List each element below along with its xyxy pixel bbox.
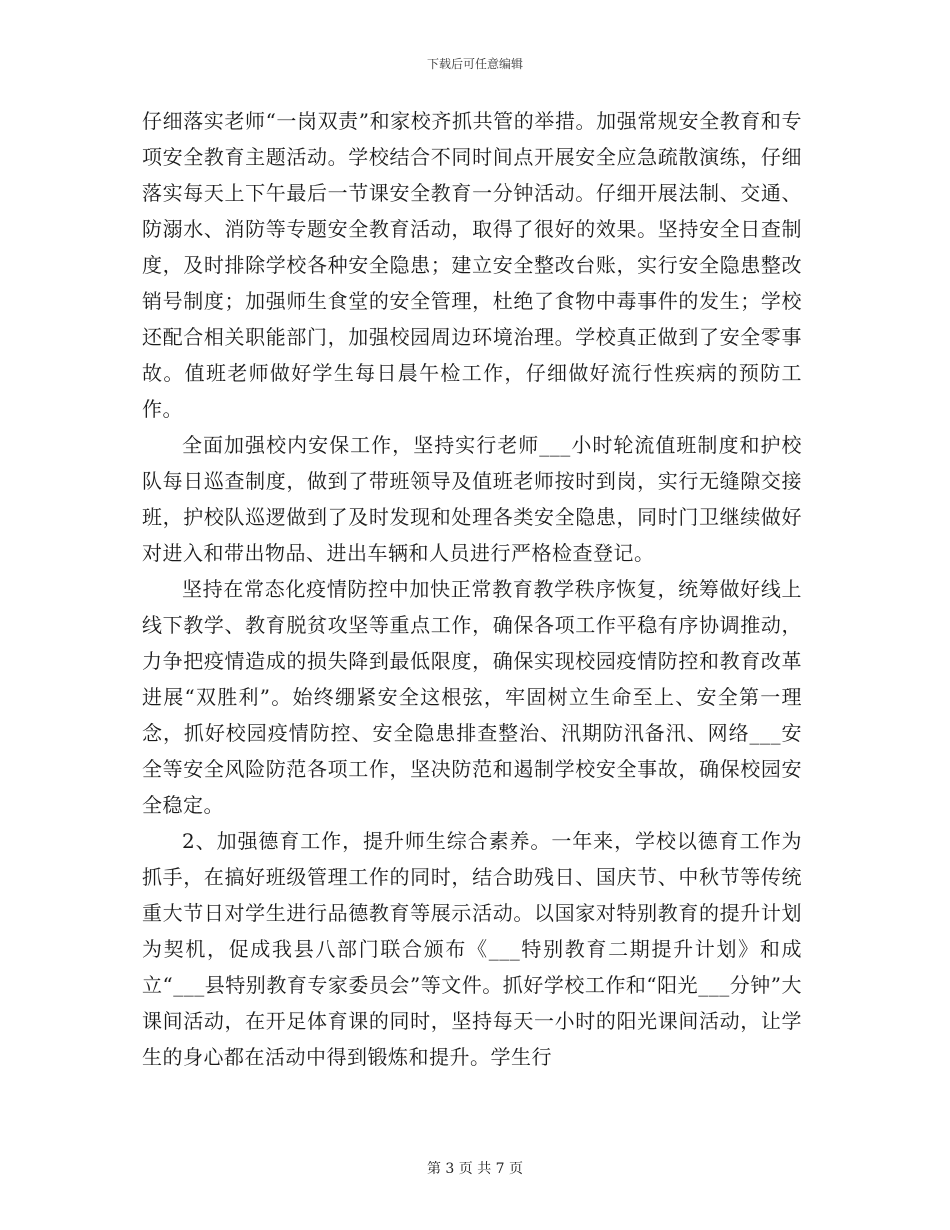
paragraph-1: 仔细落实老师“一岗双责”和家校齐抓共管的举措。加强常规安全教育和专项安全教育主题活动。学校结合不同时间点开展安全应急疏散演练，仔细落实每天上下午最后一节课安全教育一分钟活动。仔细开展法制、交通、防溺水、消防等专题安全教育活动，取得了很好的效果。坚持安全日查制度，及时排除学校各种安全隐患；建立安全整改台账，实行安全隐患整改销号制度；加强师生食堂的安全管理，杜绝了食物中毒事件的发生；学校还配合相关职能部门，加强校园周边环境治理。学校真正做到了安全零事故。值班老师做好学生每日晨午检工作，仔细做好流行性疾病的预防工作。 (142, 109, 802, 421)
page-header: 下载后可任意编辑 (426, 57, 523, 71)
paragraph-4: 2、加强德育工作，提升师生综合素养。一年来，学校以德育工作为抓手，在搞好班级管理工作的同时，结合助残日、国庆节、中秋节等传统重大节日对学生进行品德教育等展示活动。以国家对特别教育的提升计划为契机，促成我县八部门联合颁布《___特别教育二期提升计划》和成立“___县特别教育专家委员会”等文件。抓好学校工作和“阳光___分钟”大课间活动，在开足体育课的同时，坚持每天一小时的阳光课间活动，让学生的身心都在活动中得到锻炼和提升。学生行 (142, 829, 802, 1069)
paragraph-2: 全面加强校内安保工作，坚持实行老师___小时轮流值班制度和护校队每日巡查制度，做到了带班领导及值班老师按时到岗，实行无缝隙交接班，护校队巡逻做到了及时发现和处理各类安全隐患，同时门卫继续做好对进入和带出物品、进出车辆和人员进行严格检查登记。 (142, 433, 802, 565)
paragraph-3: 坚持在常态化疫情防控中加快正常教育教学秩序恢复，统筹做好线上线下教学、教育脱贫攻坚等重点工作，确保各项工作平稳有序协调推动，力争把疫情造成的损失降到最低限度，确保实现校园疫情防控和教育改革进展“双胜利”。始终绷紧安全这根弦，牢固树立生命至上、安全第一理念，抓好校园疫情防控、安全隐患排查整治、汛期防汛备汛、网络___安全等安全风险防范各项工作，坚决防范和遏制学校安全事故，确保校园安全稳定。 (142, 577, 802, 817)
document-body (142, 103, 802, 1075)
page-footer: 第 3 页 共 7 页 (426, 1161, 524, 1177)
